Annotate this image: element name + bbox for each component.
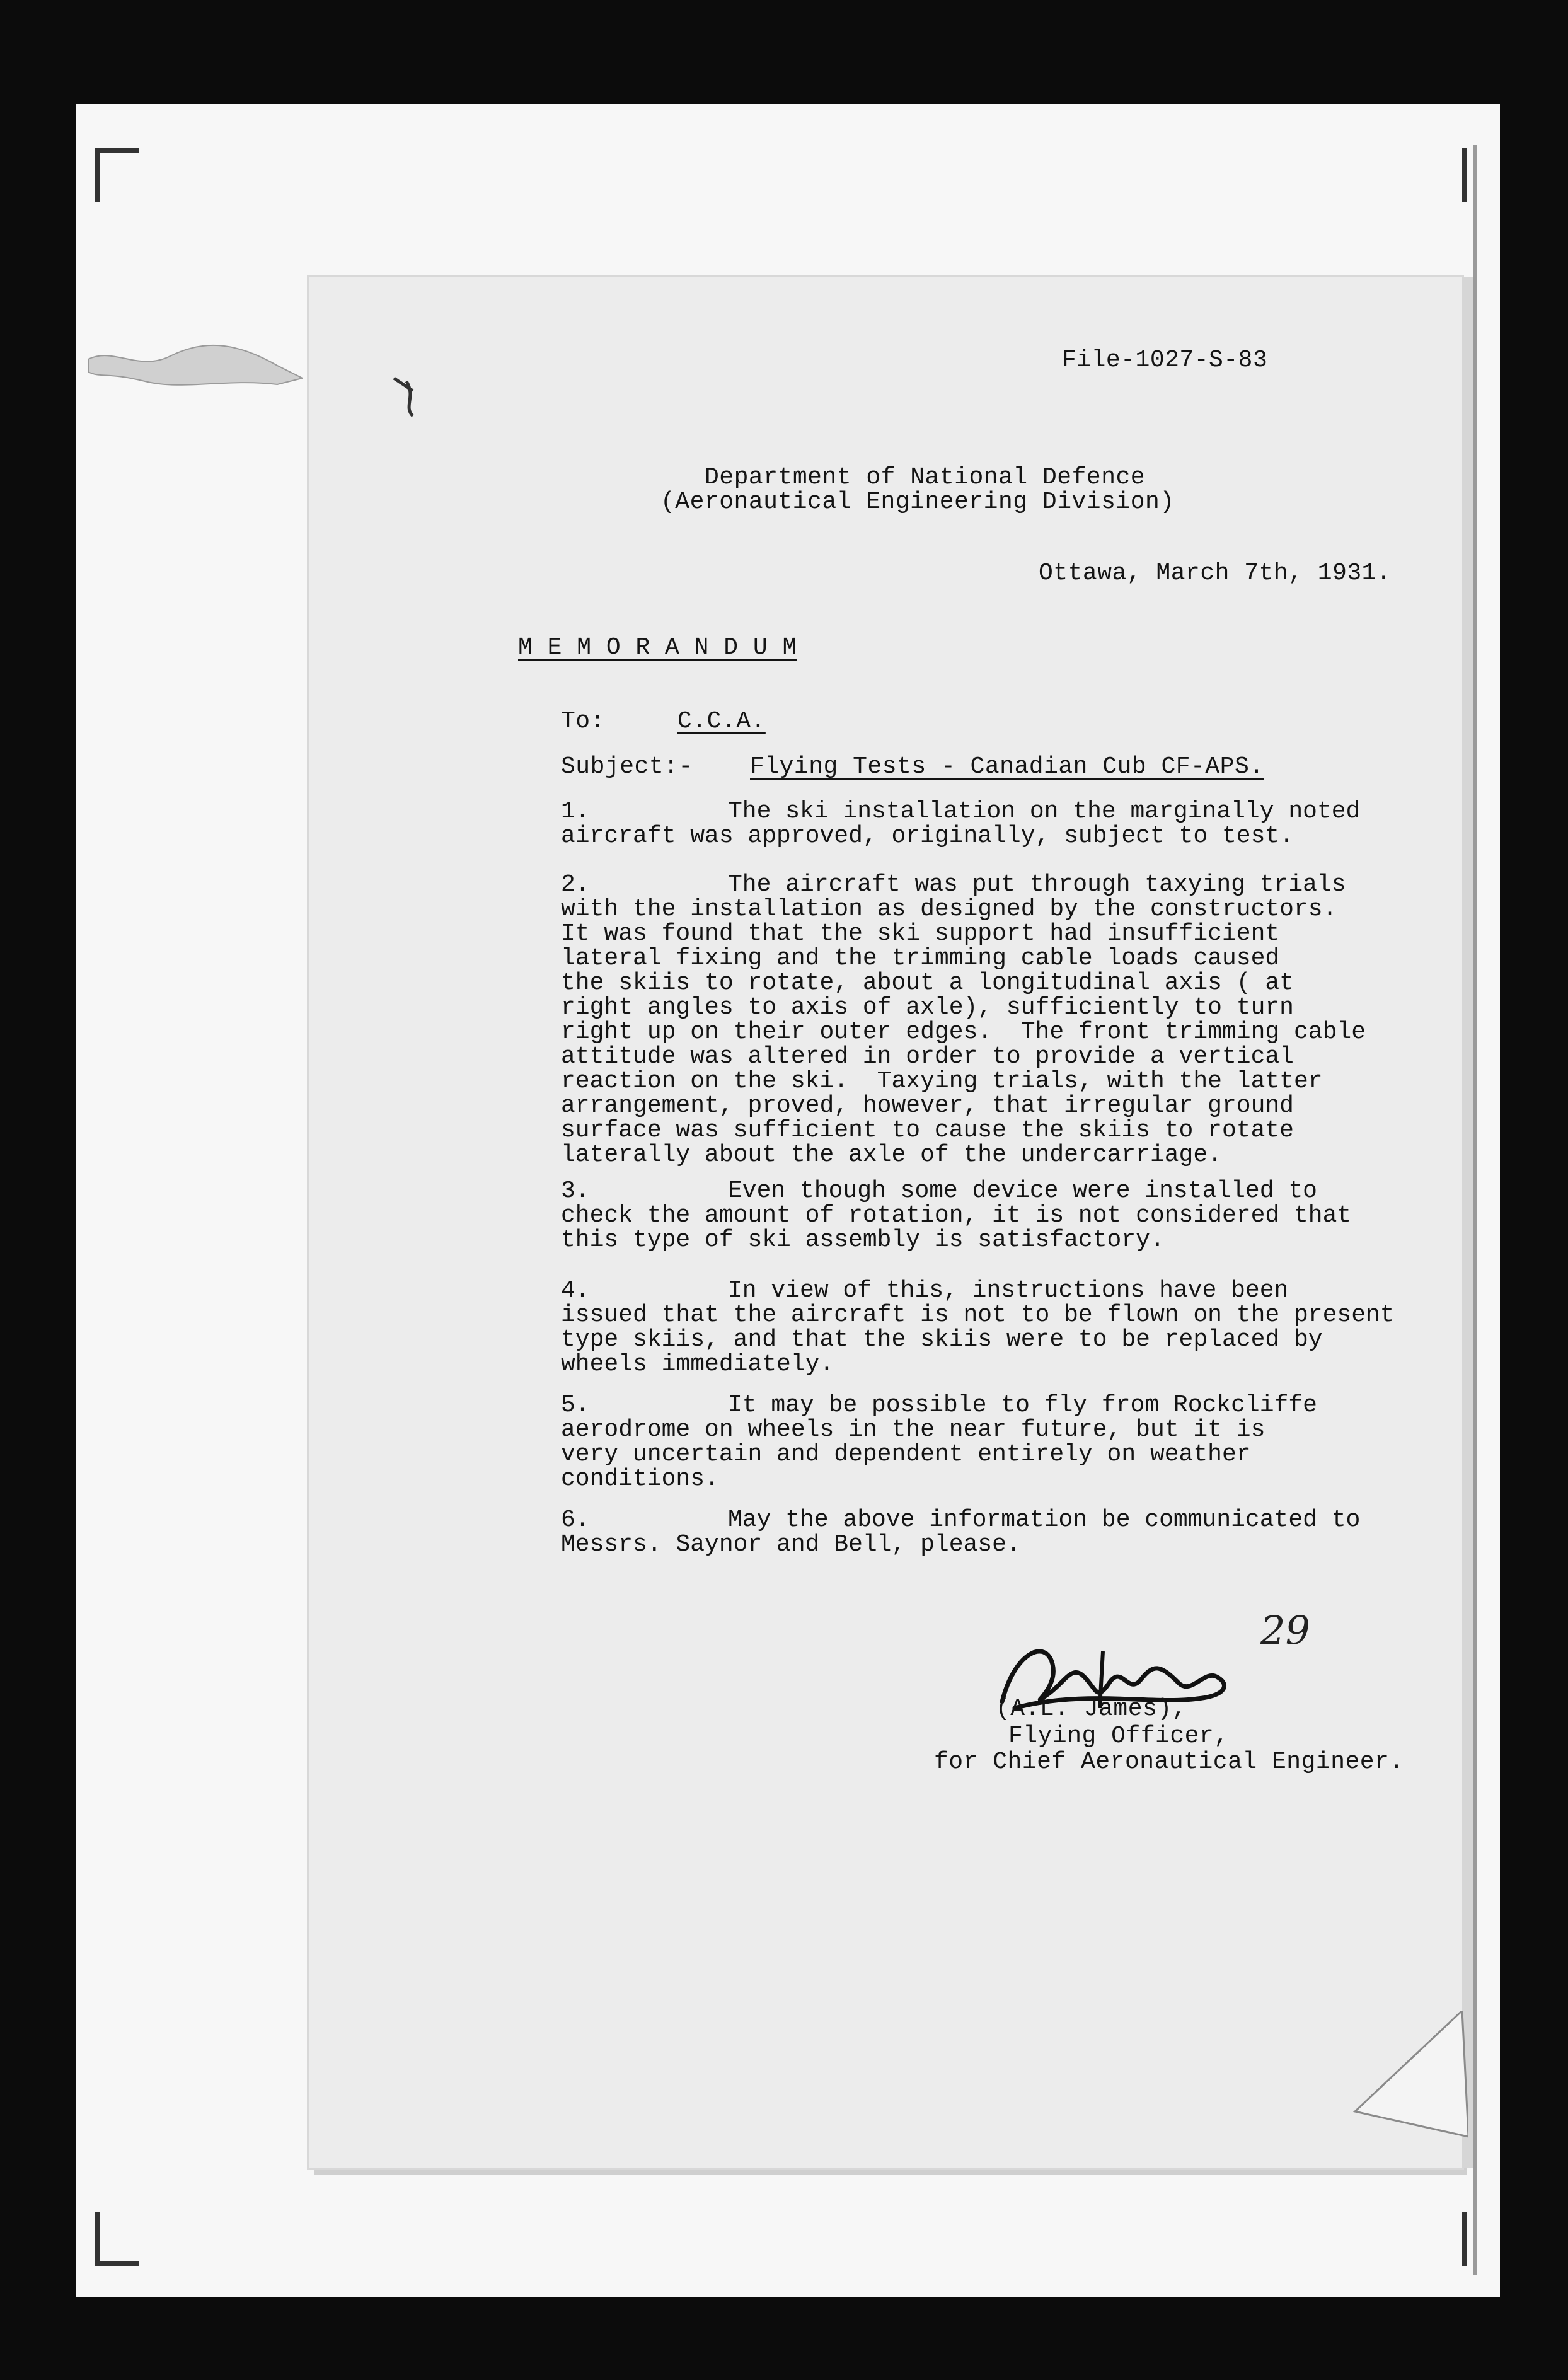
handwritten-page-number: 29 <box>1260 1607 1310 1653</box>
paragraph-3 <box>561 1179 1351 1252</box>
paragraph-line: right angles to axis of axle), sufficiently to turn <box>561 994 1294 1021</box>
frame-corner-bottom-right <box>1462 2212 1467 2266</box>
paragraph-line: lateral fixing and the trimming cable loads caused <box>561 945 1280 972</box>
paragraph-line: right up on their outer edges. The front trimming cable <box>561 1019 1366 1046</box>
frame-corner-top-left-h <box>95 148 139 153</box>
subject-text: Flying Tests - Canadian Cub CF-APS. <box>750 753 1264 780</box>
division-name: (Aeronautical Engineering Division) <box>660 488 1175 516</box>
to-recipient: C.C.A. <box>677 708 766 735</box>
frame-corner-bottom-left-h <box>95 2261 139 2266</box>
paragraph-line: issued that the aircraft is not to be flown on the present <box>561 1302 1395 1329</box>
paragraph-5 <box>561 1393 1317 1491</box>
paragraph-line: aircraft was approved, originally, subject to test. <box>561 823 1294 850</box>
memorandum-heading: M E M O R A N D U M <box>518 634 797 661</box>
paragraph-line: the skiis to rotate, about a longitudinal axis ( at <box>561 969 1294 996</box>
paragraph-line: 4. In view of this, instructions have been <box>561 1277 1289 1304</box>
paragraph-4 <box>561 1278 1395 1377</box>
sheet-edge <box>1462 277 1473 2168</box>
page-edge-strip <box>1473 145 1477 2275</box>
paragraph-line: laterally about the axle of the undercarriage. <box>561 1141 1222 1169</box>
paragraph-line: attitude was altered in order to provide a vertical <box>561 1043 1294 1070</box>
paragraph-line: 1. The ski installation on the marginally noted <box>561 798 1361 825</box>
signatory-role: for Chief Aeronautical Engineer. <box>934 1748 1404 1776</box>
file-number: File-1027-S-83 <box>1062 347 1268 374</box>
paragraph-line: reaction on the ski. Taxying trials, with the latter <box>561 1068 1323 1095</box>
paragraph-line: wheels immediately. <box>561 1351 834 1378</box>
paragraph-6 <box>561 1508 1360 1557</box>
frame-corner-top-right <box>1462 148 1467 202</box>
paragraph-line: type skiis, and that the skiis were to be replaced by <box>561 1326 1323 1353</box>
torn-paper-fragment <box>88 334 303 391</box>
paragraph-line: 2. The aircraft was put through taxying trials <box>561 871 1346 898</box>
paragraph-line: aerodrome on wheels in the near future, but it is <box>561 1416 1265 1443</box>
paragraph-line: 5. It may be possible to fly from Rockcliffe <box>561 1392 1317 1419</box>
paragraph-line: very uncertain and dependent entirely on weather <box>561 1441 1251 1468</box>
paragraph-line: arrangement, proved, however, that irregular ground <box>561 1092 1294 1119</box>
paragraph-line: conditions. <box>561 1465 719 1493</box>
paragraph-line: It was found that the ski support had insufficient <box>561 920 1280 947</box>
signatory-name: (A.L. James), <box>996 1695 1187 1723</box>
paragraph-line: Messrs. Saynor and Bell, please. <box>561 1531 1021 1558</box>
to-label: To: <box>561 708 605 735</box>
paragraph-line: this type of ski assembly is satisfactory. <box>561 1227 1165 1254</box>
place-and-date: Ottawa, March 7th, 1931. <box>1039 560 1392 587</box>
signatory-rank: Flying Officer, <box>1008 1723 1229 1750</box>
folded-corner <box>1342 2011 1468 2143</box>
frame-corner-bottom-left <box>95 2212 100 2266</box>
paragraph-line: check the amount of rotation, it is not considered that <box>561 1202 1352 1229</box>
paragraph-line: with the installation as designed by the constructors. <box>561 896 1337 923</box>
pencil-tick-mark <box>388 372 425 422</box>
frame-corner-top-left <box>95 148 100 202</box>
department-name: Department of National Defence <box>705 464 1146 491</box>
paragraph-1 <box>561 799 1360 848</box>
paragraph-2 <box>561 872 1366 1167</box>
paragraph-line: 3. Even though some device were installed to <box>561 1177 1317 1204</box>
subject-label: Subject:- <box>561 753 693 780</box>
paragraph-line: 6. May the above information be communicated to <box>561 1506 1361 1534</box>
paragraph-line: surface was sufficient to cause the skiis to rotate <box>561 1117 1294 1144</box>
